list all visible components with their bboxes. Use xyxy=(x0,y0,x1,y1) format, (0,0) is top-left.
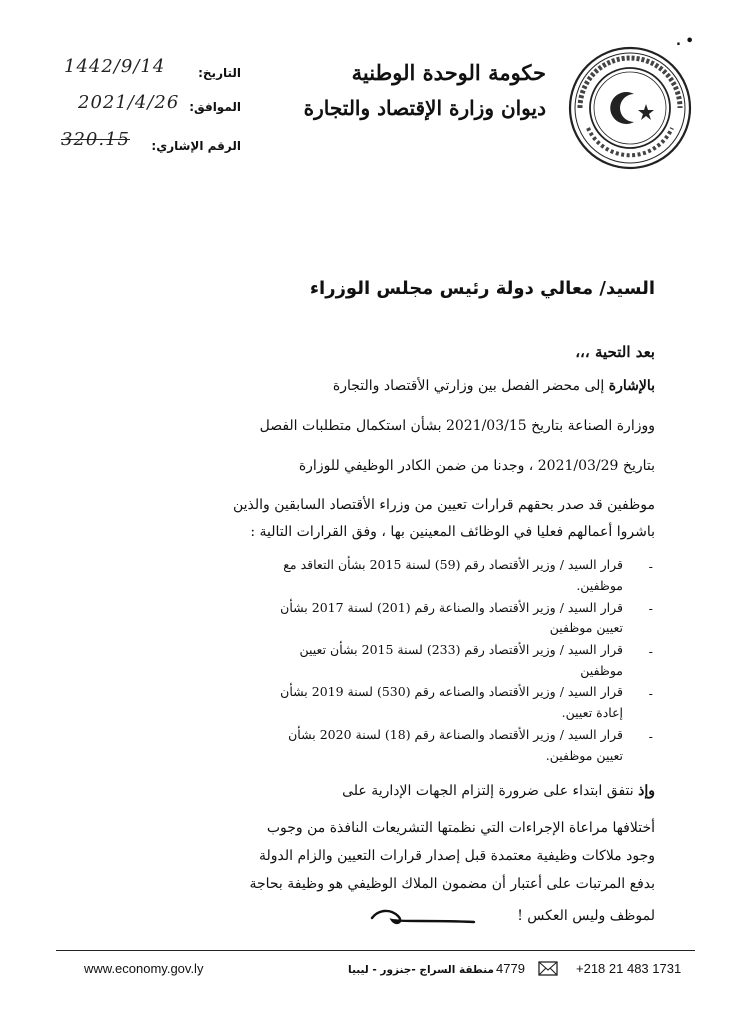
libya-seal-icon xyxy=(566,44,694,172)
list-bullet: - xyxy=(648,602,653,616)
list-bullet: - xyxy=(648,645,653,659)
decision-item-4: قرار السيد / وزير الأقتصاد والصناعه رقم (530) لسنة 2019 بشأن xyxy=(280,684,623,699)
addressee: السيد/ معالي دولة رئيس مجلس الوزراء xyxy=(309,278,655,299)
date-label: التاريخ: xyxy=(198,66,241,80)
list-bullet: - xyxy=(648,730,653,744)
corresponding-date-label: الموافق: xyxy=(189,100,241,114)
postal-address: منطقة السراج -جنزور - ليبيا xyxy=(348,964,494,976)
closing-line-2: أختلافها مراعاة الإجراءات التي نظمتها التشريعات النافذة من وجوب xyxy=(266,820,655,836)
decision-item-1: قرار السيد / وزير الأقتصاد رقم (59) لسنة 2015 بشأن التعاقد مع xyxy=(283,557,623,572)
handwritten-signature xyxy=(368,900,478,934)
decision-item-4-cont: إعادة تعيين. xyxy=(561,705,623,720)
ministry-name: ديوان وزارة الإقتصاد والتجارة xyxy=(303,96,546,120)
decision-item-3-cont: موظفين xyxy=(580,663,623,678)
closing-lead-word: وإذ xyxy=(638,783,655,799)
decorative-dots: . • xyxy=(676,34,694,49)
hijri-date-value: 1442/9/14 xyxy=(64,56,166,77)
footer-divider xyxy=(56,950,695,951)
closing-line-4: بدفع المرتبات على أعتبار أن مضمون الملاك الوظيفي هو وظيفة بحاجة xyxy=(249,876,655,892)
reference-number-value: 320.15 xyxy=(61,129,130,150)
envelope-icon xyxy=(538,961,558,976)
paragraph-line-1-text: إلى محضر الفصل بين وزارتي الأقتصاد والتجارة xyxy=(332,378,609,394)
gregorian-date-value: 2021/4/26 xyxy=(78,92,180,113)
decision-item-5-cont: تعيين موظفين. xyxy=(545,748,623,763)
closing-line-3: وجود ملاكات وظيفية معتمدة قبل إصدار قرارات التعيين والزام الدولة xyxy=(259,848,655,864)
phone-number: +218 21 483 1731 xyxy=(576,961,682,976)
closing-line-1 xyxy=(342,783,655,799)
paragraph-line-2: ووزارة الصناعة بتاريخ 2021/03/15 بشأن استكمال متطلبات الفصل xyxy=(259,418,655,434)
paragraph-line-5: باشروا أعمالهم فعليا في الوظائف المعينين بها ، وفق القرارات التالية : xyxy=(250,524,655,540)
list-bullet: - xyxy=(648,687,653,701)
decision-item-2-cont: تعيين موظفين xyxy=(549,620,623,635)
paragraph-lead-word: بالإشارة xyxy=(608,378,655,394)
list-bullet: - xyxy=(648,560,653,574)
po-box-number: 4779 xyxy=(496,961,525,976)
reference-number-label: الرقم الإشاري: xyxy=(151,139,241,153)
website-link[interactable]: www.economy.gov.ly xyxy=(84,961,204,976)
decision-item-2: قرار السيد / وزير الأقتصاد والصناعة رقم (201) لسنة 2017 بشأن xyxy=(280,600,623,615)
greeting: بعد التحية ،،، xyxy=(575,343,655,361)
paragraph-line-3: بتاريخ 2021/03/29 ، وجدنا من ضمن الكادر الوظيفي للوزارة xyxy=(298,458,655,474)
decision-item-1-cont: موظفين. xyxy=(576,578,623,593)
paragraph-line-4: موظفين قد صدر بحقهم قرارات تعيين من وزراء الأقتصاد السابقين والذين xyxy=(233,497,655,513)
government-name: حكومة الوحدة الوطنية xyxy=(351,60,546,85)
closing-line-1-text: نتفق ابتداء على ضرورة إلتزام الجهات الإدارية على xyxy=(342,783,639,799)
closing-line-5: لموظف وليس العكس ! xyxy=(517,908,655,924)
decision-item-3: قرار السيد / وزير الأقتصاد رقم (233) لسنة 2015 بشأن تعيين xyxy=(299,642,623,657)
decision-item-5: قرار السيد / وزير الأقتصاد والصناعة رقم (18) لسنة 2020 بشأن xyxy=(288,727,623,742)
paragraph-line-1 xyxy=(333,378,655,394)
